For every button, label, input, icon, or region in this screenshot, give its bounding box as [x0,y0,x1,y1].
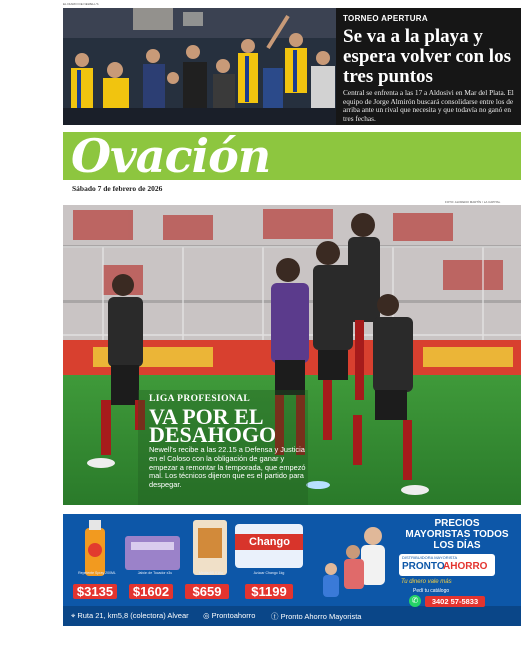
ad-facebook-text: Pronto Ahorro Mayorista [280,612,362,621]
ad-tagline-3: LOS DÍAS [433,540,481,551]
ad-tagline-2: MAYORISTAS TODOS [405,529,509,540]
chango-brand: Chango [249,536,290,548]
ad-instagram[interactable] [203,611,255,620]
logo-main: PRONTO [402,561,445,572]
instagram-icon: ◎ [203,611,210,620]
price-tag-2: $1602 [129,584,173,599]
product-caption-4: Azúcar Chango 1kg [253,571,285,575]
main-story-photo [63,205,521,505]
whatsapp-icon: ✆ [409,595,421,607]
ad-catalog: Pedí tu catálogo [413,588,450,594]
price-tag-3: $659 [185,584,229,599]
main-story-headline-line2[interactable]: DESAHOGO [149,422,277,447]
ad-slogan: Tu dinero vale más [401,579,452,585]
logo-accent: AHORRO [443,561,488,572]
product-caption-3: Media 6B X10u [199,571,223,575]
ad-address [71,611,189,621]
facebook-icon: ⓕ [271,612,279,621]
product-caption-2: Jabón de Tocador x3u [137,571,173,575]
location-pin-icon: ⌖ [71,611,76,620]
ad-instagram-text: Prontoahorro [211,611,256,620]
pronto-ahorro-ad[interactable] [63,514,521,626]
main-story-section: LIGA PROFESIONAL [149,394,251,404]
brand-logo: Ovación [71,129,271,183]
top-story-photo [63,8,336,125]
ad-tagline-1: PRECIOS [434,518,480,529]
issue-date: Sábado 7 de febrero de 2026 [72,184,163,193]
pronto-ahorro-logo [399,554,495,576]
strip-left: EL DIARIO DE NEWELL'S [63,2,99,6]
photo-credit: FOTO: ALFREDO MARTÍN / LA CAPITAL [445,200,501,204]
product-caption-1: Repelente Spray 200ML [78,571,116,575]
ad-tagline [395,518,519,551]
top-story-summary: Central se enfrenta a las 17 a Aldosivi en Mar del Plata. El equipo de Jorge Almirón buscará consolidarse entre los de arriba ante un rival que necesita y que todavía no ganó en tres fechas. [343,88,514,123]
price-tag-4: $1199 [245,584,293,599]
ad-phone[interactable]: 3402 57-5833 [425,596,485,607]
main-story-headline-line1[interactable]: VA POR EL [149,404,264,429]
logo-top: DISTRIBUIDORA MAYORISTA [402,555,458,560]
top-story-box [336,8,521,125]
ad-address-text: Ruta 21, km5,8 (colectora) Alvear [77,611,189,620]
top-story-kicker: TORNEO APERTURA [343,14,428,23]
main-story-summary: Newell's recibe a las 22.15 a Defensa y Justicia en el Coloso con la obligación de ganar y empezar a remontar la temporada, que empezó mal. Los técnicos dijeron que es el partido para despegar. [149,445,306,490]
price-tag-1: $3135 [73,584,117,599]
top-story-headline[interactable]: Se va a la playa y espera volver con los tres puntos [343,26,511,87]
ad-facebook[interactable] [271,611,361,622]
masthead [63,129,521,183]
